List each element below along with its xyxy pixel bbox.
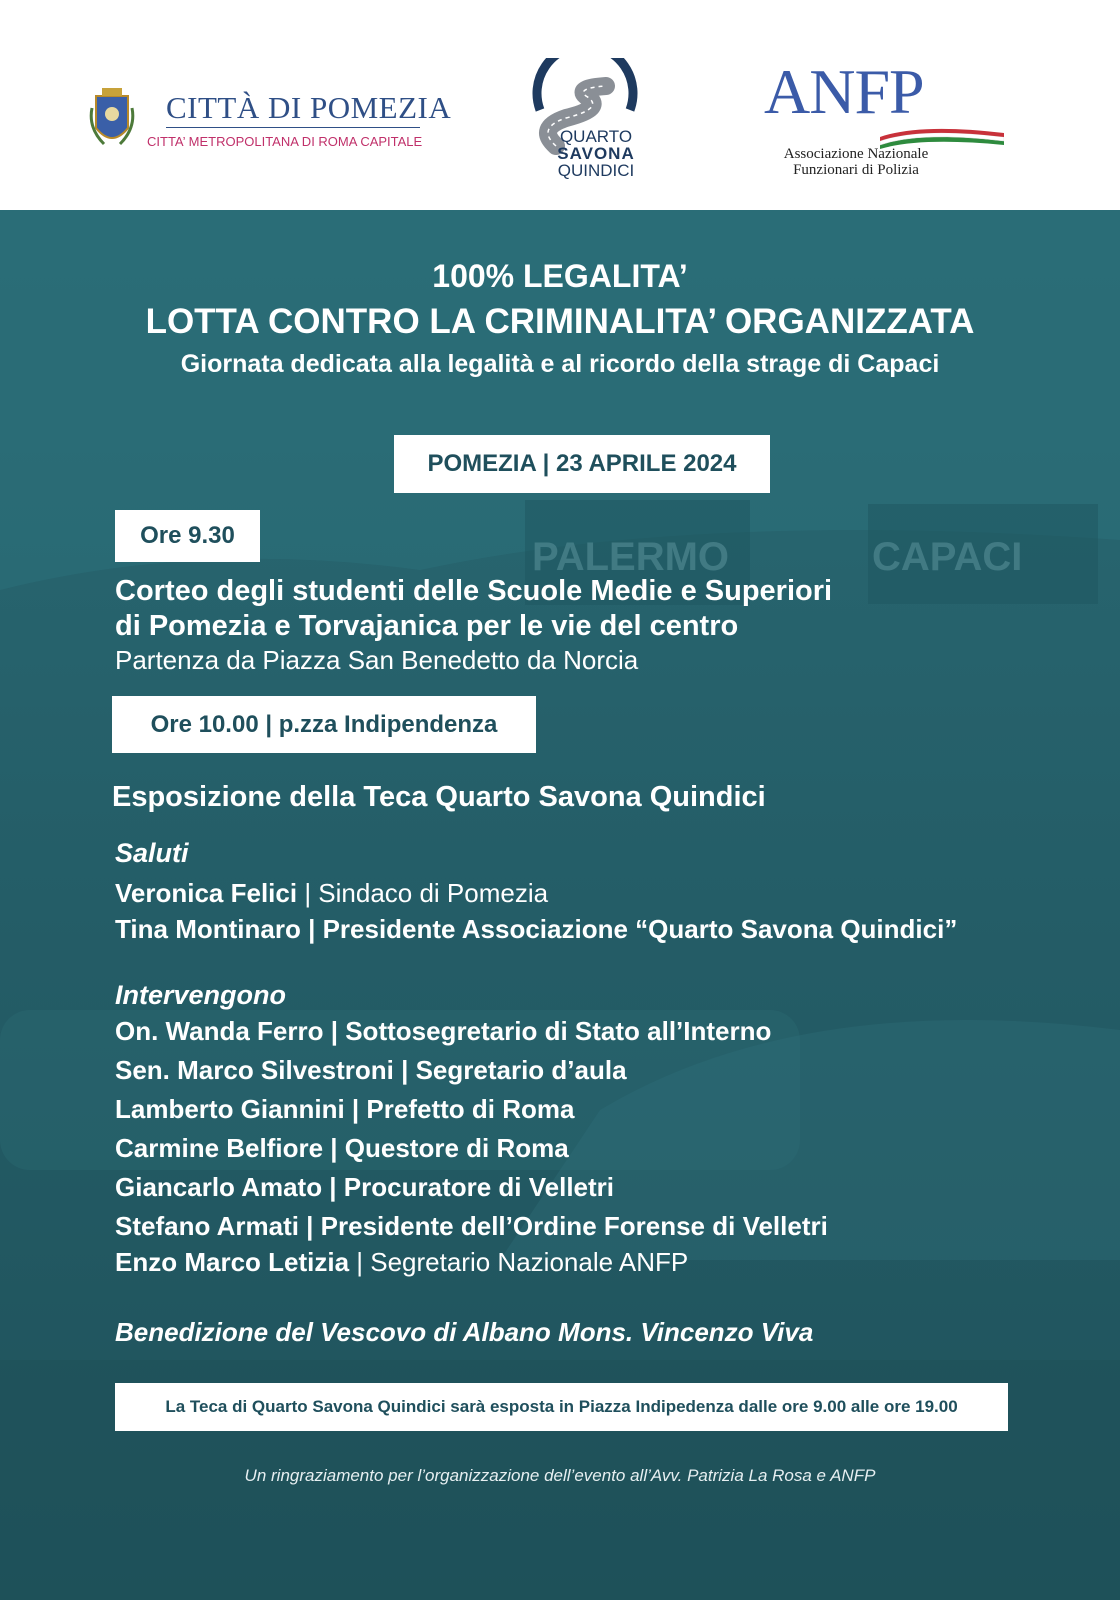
intervengono-item <box>115 1055 627 1086</box>
corteo-line2: di Pomezia e Torvajanica per le vie del centro <box>115 610 739 642</box>
intervengono-item <box>115 1172 614 1203</box>
speaker-name: Lamberto Giannini | Prefetto di Roma <box>115 1094 575 1124</box>
date-badge: POMEZIA | 23 APRILE 2024 <box>394 435 770 493</box>
anfp-subtitle-line1: Associazione Nazionale <box>783 146 929 162</box>
speaker-name: Veronica Felici <box>115 878 298 908</box>
corteo-description <box>115 574 832 644</box>
corteo-line1: Corteo degli studenti delle Scuole Medie e Superiori <box>115 575 833 607</box>
title-legalita: 100% LEGALITA’ <box>432 258 688 294</box>
bg-sign-palermo: PALERMO <box>532 535 730 579</box>
anfp-logo-title: ANFP <box>764 56 924 127</box>
qsq-line-quarto: QUARTO <box>559 127 633 146</box>
poster-panel <box>0 210 1120 1600</box>
saluti-item <box>115 878 548 909</box>
title-giornata: Giornata dedicata alla legalità e al ricordo della strage di Capaci <box>180 350 940 378</box>
qsq-line-savona: SAVONA <box>557 144 635 163</box>
speaker-name: On. Wanda Ferro | Sottosegretario di Stato all’Interno <box>115 1016 772 1046</box>
anfp-subtitle <box>772 146 940 178</box>
bg-sign-capaci: CAPACI <box>872 535 1023 579</box>
poster-content <box>0 210 1120 1600</box>
anfp-subtitle-line2: Funzionari di Polizia <box>793 162 919 178</box>
city-title-underline <box>166 127 420 128</box>
city-subtitle: CITTA’ METROPOLITANA DI ROMA CAPITALE <box>147 134 423 149</box>
saluti-heading: Saluti <box>115 838 189 868</box>
speaker-name: Giancarlo Amato | Procuratore di Velletri <box>115 1172 615 1202</box>
speaker-name: Carmine Belfiore | Questore di Roma <box>115 1133 569 1163</box>
speaker-name: Enzo Marco Letizia <box>115 1247 350 1277</box>
qsq-line-quindici: QUINDICI <box>557 161 635 180</box>
teca-note-box: La Teca di Quarto Savona Quindici sarà esposta in Piazza Indipedenza dalle ore 9.00 alle ore 19.00 <box>115 1383 1008 1431</box>
time-badge-930: Ore 9.30 <box>115 510 260 562</box>
intervengono-heading: Intervengono <box>115 980 287 1010</box>
esposizione-heading: Esposizione della Teca Quarto Savona Quindici <box>112 781 766 813</box>
intervengono-item <box>115 1247 688 1278</box>
pomezia-crest-icon <box>88 88 136 152</box>
city-title: CITTÀ DI POMEZIA <box>166 90 452 125</box>
benedizione-text: Benedizione del Vescovo di Albano Mons. Vincenzo Viva <box>115 1317 814 1347</box>
intervengono-item <box>115 1016 771 1047</box>
speaker-role: | Segretario Nazionale ANFP <box>349 1247 689 1277</box>
speaker-role: | Sindaco di Pomezia <box>297 878 549 908</box>
speaker-name: Stefano Armati | Presidente dell’Ordine Forense di Velletri <box>115 1211 828 1241</box>
speaker-name: Sen. Marco Silvestroni | Segretario d’aula <box>115 1055 627 1085</box>
qsq-logo-text <box>538 128 654 179</box>
partenza-text: Partenza da Piazza San Benedetto da Norcia <box>115 645 639 675</box>
intervengono-item <box>115 1211 828 1242</box>
intervengono-item <box>115 1133 569 1164</box>
title-lotta: LOTTA CONTRO LA CRIMINALITA’ ORGANIZZATA <box>145 302 975 341</box>
header-bar <box>0 0 1120 210</box>
time-badge-1000: Ore 10.00 | p.zza Indipendenza <box>112 696 536 753</box>
thanks-note: Un ringraziamento per l’organizzazione dell’evento all’Avv. Patrizia La Rosa e ANFP <box>244 1466 876 1485</box>
speaker-name: Tina Montinaro | Presidente Associazione “Quarto Savona Quindici” <box>115 914 958 944</box>
saluti-item <box>115 914 957 945</box>
intervengono-item <box>115 1094 574 1125</box>
